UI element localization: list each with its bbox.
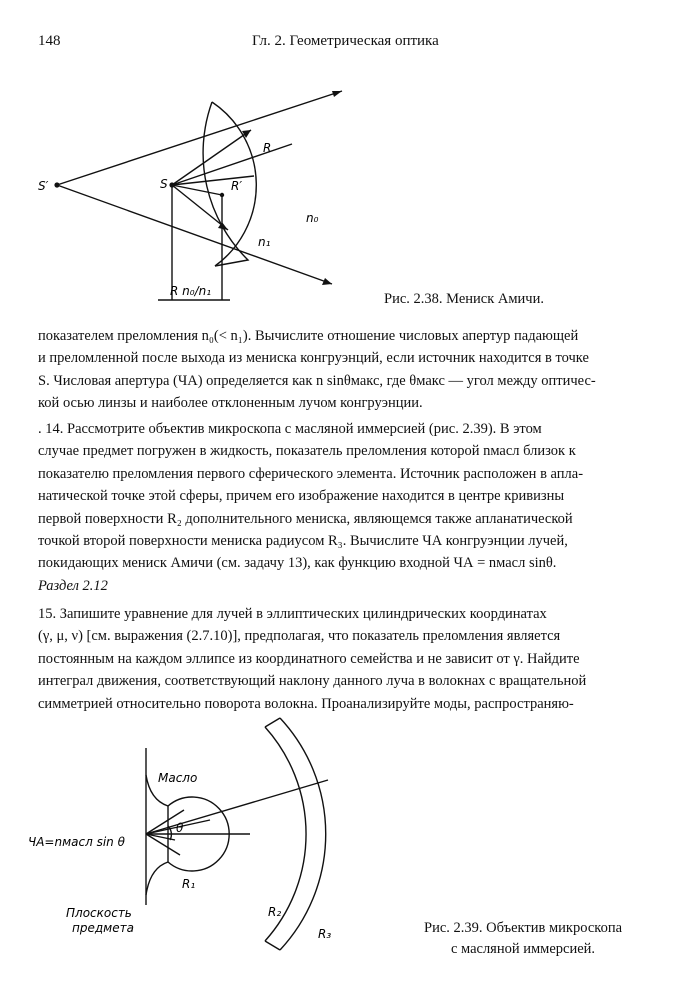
label-r1: R₁: [182, 877, 196, 891]
caption-line: с масляной иммерсией.: [450, 941, 596, 957]
label-object-plane-1: Плоскость: [66, 906, 132, 920]
ray-upper: [146, 780, 328, 834]
label-theta: θ: [176, 821, 184, 835]
text-line: показателем преломления n₀(< n₁). Вычислите отношение числовых апертур падающей: [38, 328, 579, 344]
figure1-caption: Рис. 2.38. Мениск Амичи.: [384, 291, 544, 307]
meniscus-r3-outer: [280, 718, 326, 950]
text-line: точкой второй поверхности мениска радиусом R₃. Вычислите ЧА конгруэнции лучей,: [38, 533, 568, 550]
label-n0: n₀: [306, 211, 319, 225]
label-r: R: [263, 141, 272, 155]
text-line: и преломленной после выхода из мениска конгруэнций, если источник находится в точке: [38, 350, 589, 367]
caption-line: Рис. 2.39. Объектив микроскопа: [424, 920, 623, 936]
label-na: ЧА=nмасл sin θ: [28, 835, 125, 849]
label-r-n0-n1: R n₀/n₁: [170, 284, 212, 298]
running-head: Гл. 2. Геометрическая оптика: [252, 33, 439, 49]
text-line: симметрией относительно поворота волокна. Проанализируйте моды, распространяю-: [38, 695, 574, 712]
label-oil: Масло: [158, 771, 198, 785]
label-s-prime: S′: [38, 179, 49, 193]
text-line: натической точке этой сферы, причем его изображение находится в центре кривизны: [38, 488, 565, 505]
text-line: кой осью линзы и наиболее отклоненным лучом конгруэнции.: [38, 395, 423, 412]
text-line: показателю преломления первого сферического элемента. Источник расположен в апла-: [38, 465, 584, 482]
text-line: (γ, μ, ν) [см. выражения (2.7.10)], предполагая, что показатель преломления является: [38, 628, 561, 645]
text-line: 15. Запишите уравнение для лучей в эллиптических цилиндрических координатах: [38, 606, 547, 622]
text-line: покидающих мениск Амичи (см. задачу 13), как функцию входной ЧА = nмасл sinθ.: [38, 555, 557, 572]
label-s: S: [160, 177, 168, 191]
label-r3: R₃: [318, 927, 332, 941]
text-line: первой поверхности R₂ дополнительного мениска, являющемся также апланатической: [38, 510, 573, 527]
label-n1: n₁: [258, 235, 271, 249]
text-line: случае предмет погружен в жидкость, показатель преломления которой nмасл близок к: [38, 443, 576, 460]
label-r-prime: R′: [231, 179, 243, 193]
text-line: интеграл движения, соответствующий наклону данного луча в волокнах с вращательной: [38, 673, 587, 690]
label-object-plane-2: предмета: [72, 921, 134, 935]
text-line: . 14. Рассмотрите объектив микроскопа с масляной иммерсией (рис. 2.39). В этом: [38, 421, 542, 437]
text-line: постоянным на каждом эллипсе из координатного семейства и не зависит от γ. Найдите: [38, 650, 580, 667]
figure2-caption: [424, 918, 622, 960]
section-heading: Раздел 2.12: [38, 578, 108, 594]
text-line: S. Числовая апертура (ЧА) определяется как n sinθмакс, где θмакс — угол между оптичес-: [38, 372, 596, 389]
label-r2: R₂: [268, 905, 282, 919]
page-number: 148: [38, 33, 61, 49]
